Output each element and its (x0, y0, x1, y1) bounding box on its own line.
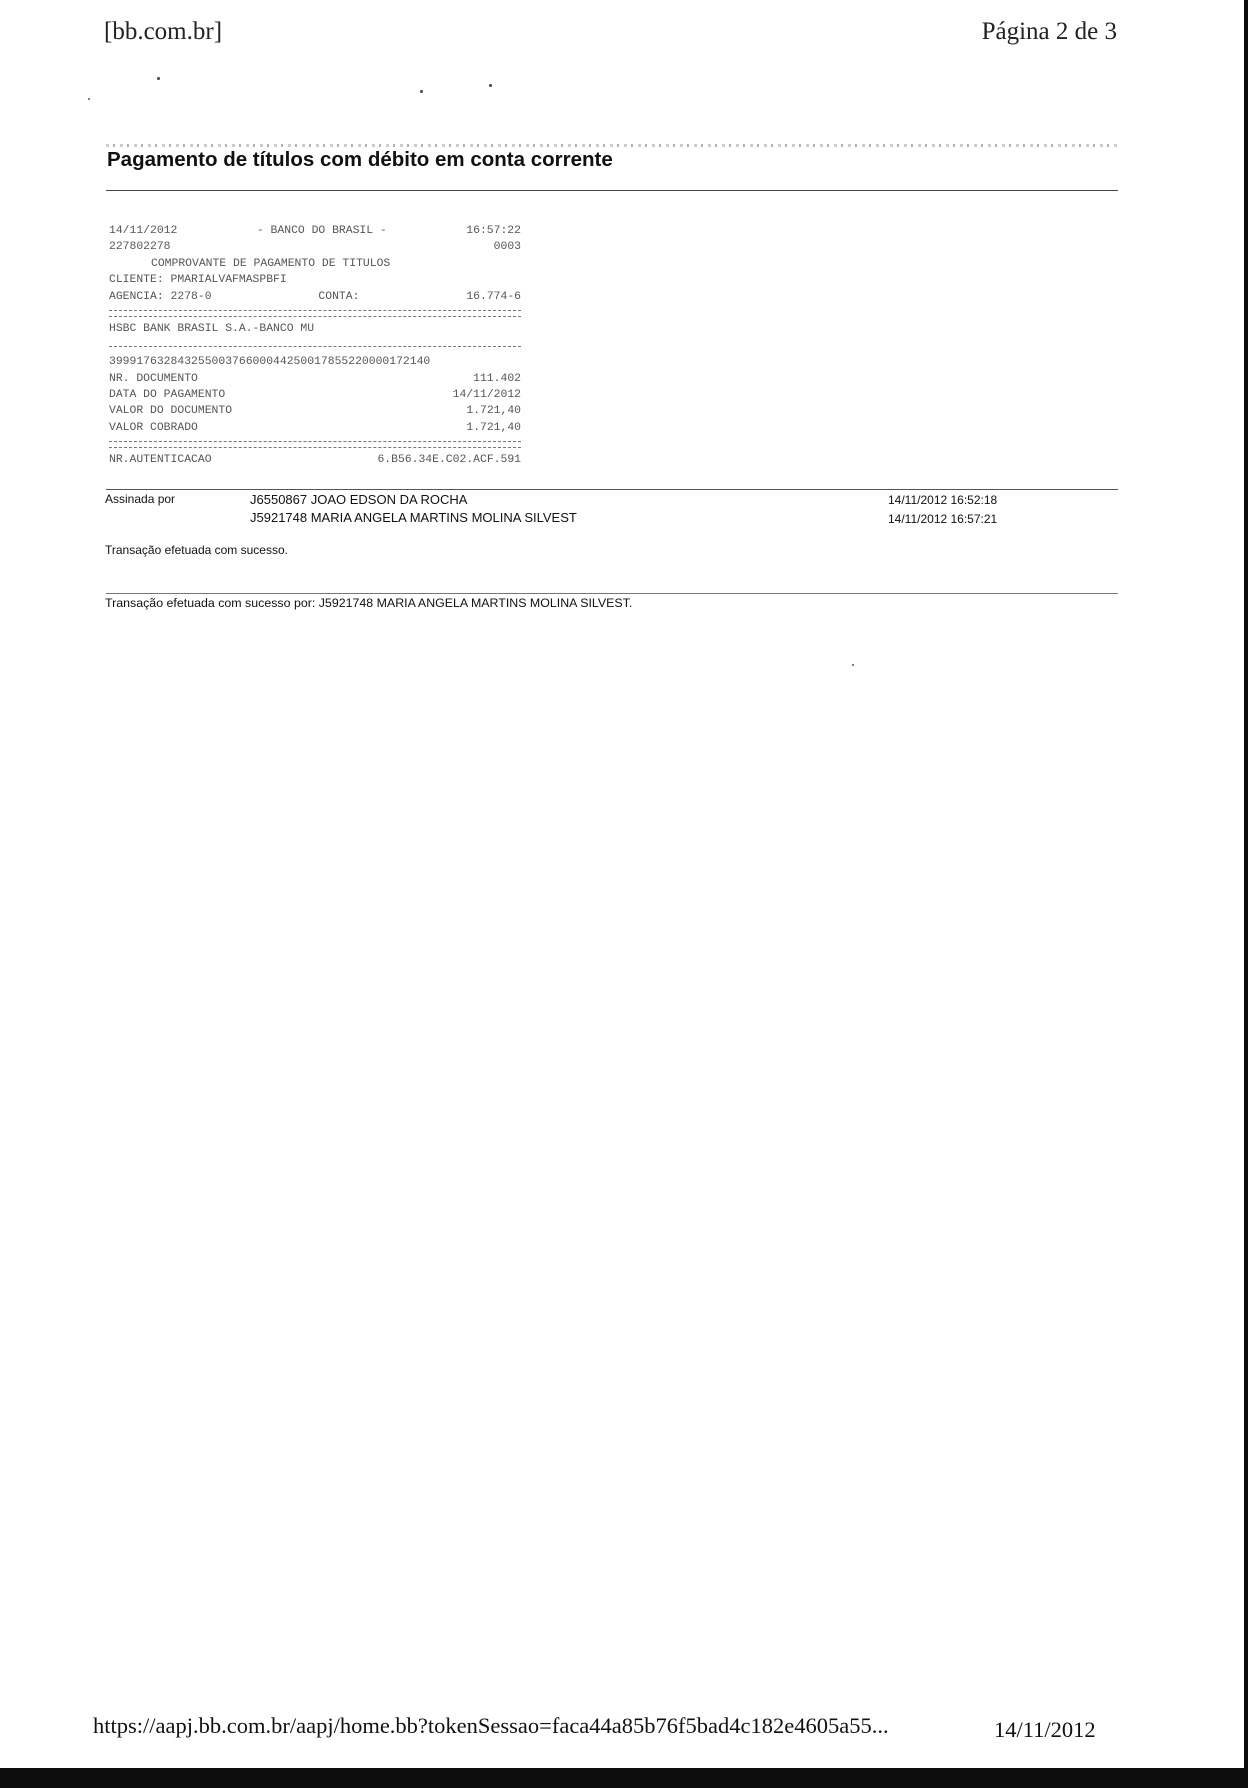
receipt-auth-line (109, 452, 521, 468)
receipt-code: 227802278 (109, 241, 171, 254)
scan-speck (852, 664, 854, 666)
signer-datetime: 14/11/2012 16:57:21 (888, 512, 998, 526)
receipt-doc-value-label: VALOR DO DOCUMENTO (109, 405, 233, 418)
signer-datetime: 14/11/2012 16:52:18 (888, 493, 998, 507)
receipt-payment-date-value: 14/11/2012 (452, 388, 521, 401)
scan-border-bottom (0, 1768, 1248, 1788)
title-divider (106, 190, 1118, 191)
scan-border-right (1244, 0, 1248, 1788)
scan-noise-line (106, 144, 1118, 147)
receipt-beneficiary: HSBC BANK BRASIL S.A.-BANCO MU (109, 323, 315, 336)
receipt-separator (109, 436, 521, 452)
receipt-agency-line (109, 289, 521, 305)
receipt-time: 16:57:22 (466, 225, 521, 237)
receipt-payment-date-line (109, 387, 521, 403)
receipt-doc-number-value: 111.402 (473, 372, 521, 385)
receipt-payment-date-label: DATA DO PAGAMENTO (109, 388, 226, 401)
page-title: Pagamento de títulos com débito em conta corrente (107, 148, 613, 171)
signer-name: J5921748 MARIA ANGELA MARTINS MOLINA SILVEST (250, 510, 577, 525)
print-header-page-indicator: Página 2 de 3 (981, 18, 1117, 45)
receipt-barcode-line (109, 354, 521, 370)
browser-footer-date: 14/11/2012 (994, 1717, 1096, 1742)
receipt-agency: AGENCIA: 2278-0 (109, 290, 212, 303)
receipt-doc-value-value: 1.721,40 (466, 405, 521, 418)
receipt-seq: 0003 (493, 241, 521, 254)
signer-name: J6550867 JOAO EDSON DA ROCHA (250, 492, 468, 507)
print-header-site: [bb.com.br] (104, 18, 223, 45)
receipt-beneficiary-line (109, 321, 521, 337)
receipt-charged-value-label: VALOR COBRADO (109, 421, 198, 434)
scan-speck (88, 98, 90, 100)
receipt-auth-label: NR.AUTENTICACAO (109, 454, 212, 467)
receipt-charged-value-value: 1.721,40 (466, 421, 521, 434)
receipt-charged-value-line (109, 420, 521, 436)
receipt-separator (109, 338, 521, 354)
receipt-client: CLIENTE: PMARIALVAFMASPBFI (109, 274, 287, 287)
status-message: Transação efetuada com sucesso. (105, 543, 288, 557)
scan-speck (157, 77, 160, 80)
receipt-account-value: 16.774-6 (466, 290, 521, 303)
receipt-account-label: CONTA: (318, 290, 360, 303)
scan-speck (420, 90, 423, 93)
receipt-auth-value: 6.B56.34E.C02.ACF.591 (377, 454, 521, 467)
receipt-doc-value-line (109, 403, 521, 419)
receipt-doc-title: COMPROVANTE DE PAGAMENTO DE TITULOS (151, 257, 391, 270)
receipt-doc-number-label: NR. DOCUMENTO (109, 372, 198, 385)
browser-footer-url: https://aapj.bb.com.br/aapj/home.bb?tokenSessao=faca44a85b76f5bad4c182e4605a55... (93, 1713, 889, 1738)
receipt-bank: - BANCO DO BRASIL - (256, 225, 387, 237)
footer-message: Transação efetuada com sucesso por: J5921748 MARIA ANGELA MARTINS MOLINA SILVEST. (105, 596, 633, 610)
receipt-client-line (109, 272, 521, 288)
signed-by-label: Assinada por (105, 492, 176, 506)
receipt-separator (109, 305, 521, 321)
footer-divider (106, 593, 1118, 594)
payment-receipt (109, 223, 521, 469)
receipt-header-line (109, 223, 521, 239)
receipt-date: 14/11/2012 (109, 225, 178, 237)
receipt-barcode: 39991763284325500376600044250017855220000172140 (109, 356, 431, 369)
scan-speck (489, 84, 492, 87)
receipt-code-line (109, 239, 521, 255)
signatures-divider (106, 489, 1118, 490)
receipt-doc-number-line (109, 371, 521, 387)
